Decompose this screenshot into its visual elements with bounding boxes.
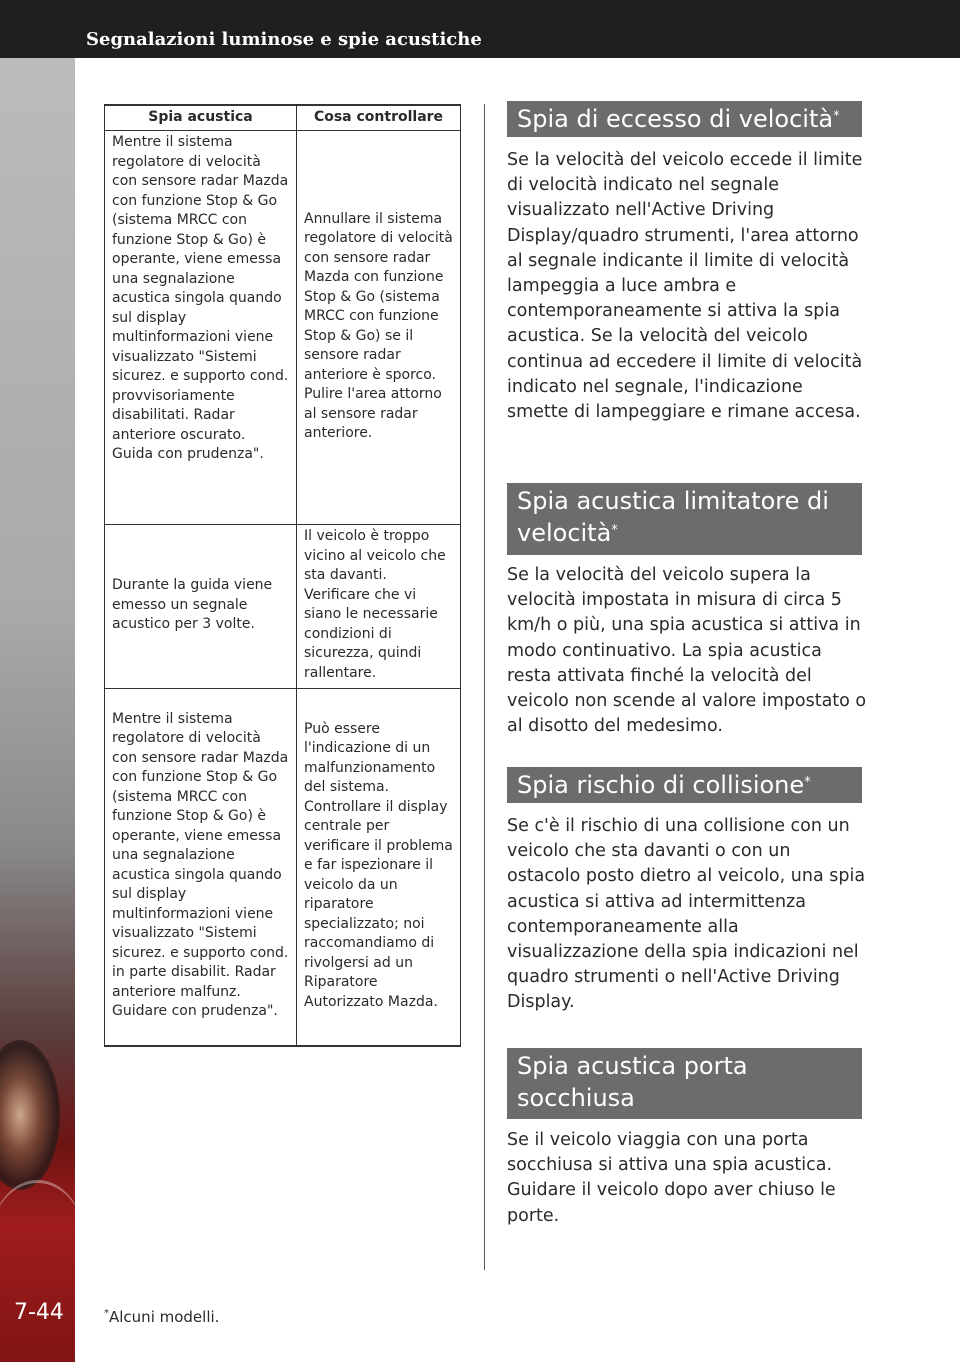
section-body-speed-limiter: Se la velocità del veicolo supera la velocità impostata in misura di circa 5 km/h o più, una spia acustica si attiva in modo continuativo. La spia acustica resta attivata finché la velocità del veicolo non scende al valore impostato o al disotto del medesimo.	[507, 565, 867, 737]
asterisk-mark: *	[804, 775, 811, 790]
section-body-speeding: Se la velocità del veicolo eccede il limite di velocità indicato nel segnale visualizzato nell'Active Driving Display/quadro strumenti, l'area attorno al segnale indicante il limite di velocità lampeggia a luce ambra e contemporaneamente si attiva la spia acustica. Se la velocità del veicolo continua ad eccedere il limite di velocità indicato nel segnale, l'indicazione smette di lampeggiare e rimane accesa.	[507, 150, 863, 423]
footnote-text: Alcuni modelli.	[109, 1308, 220, 1326]
column-header-warning: Spia acustica	[105, 105, 297, 131]
side-tab	[0, 0, 75, 1362]
section-title-line1: Spia acustica porta	[517, 1052, 748, 1080]
footnote	[104, 1308, 219, 1326]
section-heading-collision	[507, 767, 862, 803]
check-cell: Il veicolo è troppo vicino al veicolo che sta davanti. Verificare che vi siano le necessarie condizioni di sicurezza, quindi rallentare.	[297, 525, 461, 689]
page-number: 7-44	[14, 1300, 64, 1325]
footnote-asterisk: *	[104, 1308, 109, 1319]
section-body-collision: Se c'è il rischio di una collisione con un veicolo che sta davanti o con un ostacolo posto dietro al veicolo, una spia acustica si attiva ad intermittenza contemporaneamente alla visualizzazione della spia indicazioni nel quadro strumenti o nell'Active Driving Display.	[507, 816, 866, 1013]
section-heading-door-ajar	[507, 1048, 862, 1119]
check-cell: Può essere l'indicazione di un malfunzionamento del sistema. Controllare il display centrale per verificare il problema e far ispezionare il veicolo da un riparatore specializzato; noi raccomandiamo di rivolgersi ad un Riparatore Autorizzato Mazda.	[297, 689, 461, 1046]
section-body-door-ajar: Se il veicolo viaggia con una porta socchiusa si attiva una spia acustica. Guidare il veicolo dopo aver chiuso le porte.	[507, 1130, 836, 1226]
table-row	[105, 131, 461, 525]
column-divider	[484, 104, 485, 1270]
asterisk-mark: *	[833, 109, 840, 124]
table-row	[105, 689, 461, 1046]
section-title-line2: velocità	[517, 519, 612, 547]
section-title-line1: Spia acustica limitatore di	[517, 487, 829, 515]
section-title-line2: socchiusa	[517, 1084, 635, 1112]
car-body-curve	[0, 1180, 85, 1303]
warning-cell: Mentre il sistema regolatore di velocità con sensore radar Mazda con funzione Stop & Go (sistema MRCC con funzione Stop & Go) è operante, viene emessa una segnalazione acustica singola quando sul display multinformazioni viene visualizzato "Sistemi sicurez. e supporto cond. provvisoriamente disabilitati. Radar anteriore oscurato. Guida con prudenza".	[105, 131, 297, 525]
headlight-image	[0, 1040, 60, 1190]
section-title: Spia di eccesso di velocità	[517, 105, 834, 133]
warning-cell: Durante la guida viene emesso un segnale acustico per 3 volte.	[105, 525, 297, 689]
section-title: Spia rischio di collisione	[517, 771, 805, 799]
page-header	[0, 0, 960, 58]
column-header-check: Cosa controllare	[297, 105, 461, 131]
table-header-row	[105, 105, 461, 131]
warning-cell: Mentre il sistema regolatore di velocità con sensore radar Mazda con funzione Stop & Go (sistema MRCC con funzione Stop & Go) è operante, viene emessa una segnalazione acustica singola quando sul display multinformazioni viene visualizzato "Sistemi sicurez. e supporto cond. in parte disabilit. Radar anteriore malfunz. Guidare con prudenza".	[105, 689, 297, 1046]
section-heading-speed-limiter	[507, 483, 862, 555]
chapter-title: Segnalazioni luminose e spie acustiche	[86, 29, 482, 50]
asterisk-mark: *	[611, 523, 618, 538]
check-cell: Annullare il sistema regolatore di velocità con sensore radar Mazda con funzione Stop & Go (sistema MRCC con funzione Stop & Go) se il sensore radar anteriore è sporco. Pulire l'area attorno al sensore radar anteriore.	[297, 131, 461, 525]
warning-table	[104, 104, 461, 1047]
section-heading-speeding	[507, 101, 862, 137]
table-row	[105, 525, 461, 689]
